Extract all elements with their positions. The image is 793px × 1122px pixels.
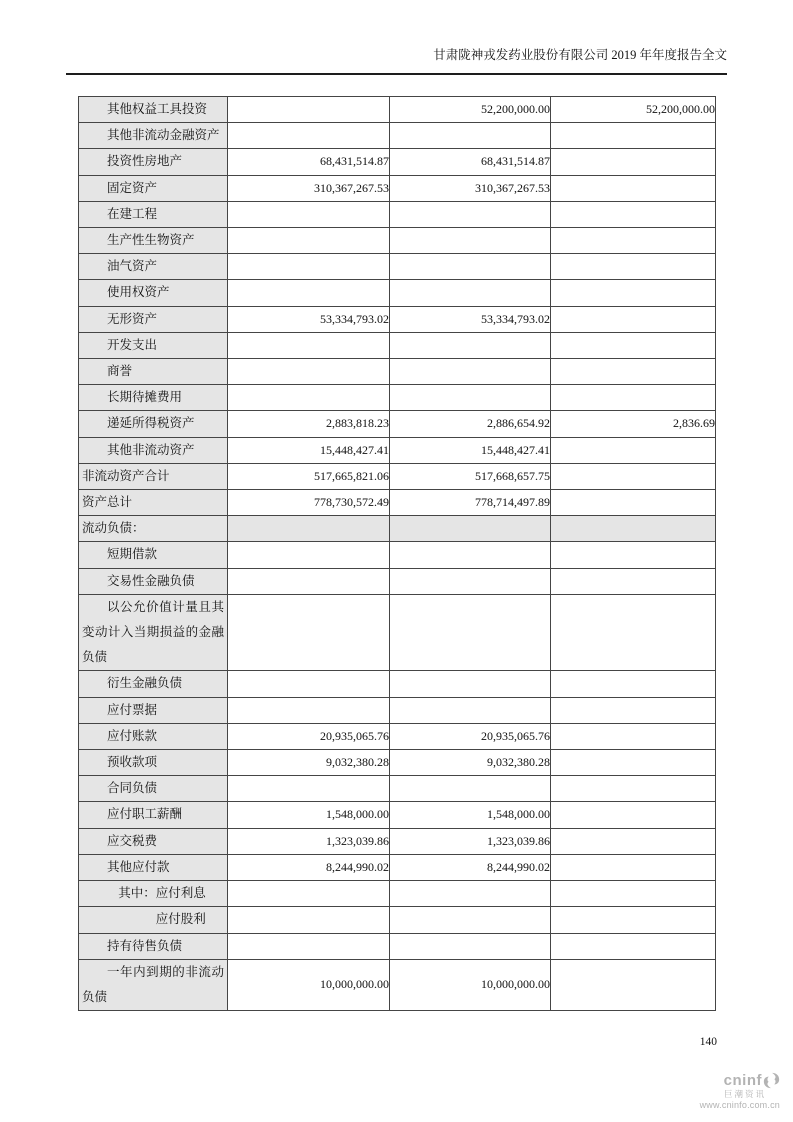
value-cell: 2,883,818.23 — [228, 411, 390, 437]
row-label: 交易性金融负债 — [79, 568, 228, 594]
row-label: 固定资产 — [79, 175, 228, 201]
table-row — [79, 723, 716, 749]
value-cell: 53,334,793.02 — [390, 306, 551, 332]
value-cell — [390, 201, 551, 227]
value-cell: 68,431,514.87 — [390, 149, 551, 175]
table-row — [79, 854, 716, 880]
value-cell — [390, 697, 551, 723]
value-cell — [390, 228, 551, 254]
table-row — [79, 594, 716, 671]
value-cell — [390, 280, 551, 306]
value-cell — [390, 385, 551, 411]
value-cell: 9,032,380.28 — [228, 750, 390, 776]
value-cell — [551, 907, 716, 933]
value-cell — [390, 254, 551, 280]
value-cell: 517,665,821.06 — [228, 463, 390, 489]
table-row — [79, 385, 716, 411]
table-row — [79, 490, 716, 516]
table-row — [79, 437, 716, 463]
table-row — [79, 359, 716, 385]
table-row — [79, 881, 716, 907]
value-cell: 778,714,497.89 — [390, 490, 551, 516]
value-cell: 1,548,000.00 — [228, 802, 390, 828]
table-row — [79, 828, 716, 854]
value-cell — [551, 123, 716, 149]
value-cell — [551, 881, 716, 907]
value-cell — [228, 123, 390, 149]
table-row — [79, 149, 716, 175]
row-label: 合同负债 — [79, 776, 228, 802]
row-label: 应交税费 — [79, 828, 228, 854]
value-cell — [228, 881, 390, 907]
row-label: 应付股利 — [79, 907, 228, 933]
value-cell: 1,323,039.86 — [228, 828, 390, 854]
value-cell — [390, 881, 551, 907]
row-label: 投资性房地产 — [79, 149, 228, 175]
header-title: 甘肃陇神戎发药业股份有限公司 2019 年年度报告全文 — [433, 48, 727, 62]
cninfo-brand-text: cninf — [723, 1072, 762, 1089]
row-label: 资产总计 — [79, 490, 228, 516]
row-label: 以公允价值计量且其变动计入当期损益的金融负债 — [79, 594, 228, 671]
page-number: 140 — [699, 1036, 717, 1048]
table-row — [79, 671, 716, 697]
row-label: 非流动资产合计 — [79, 463, 228, 489]
row-label: 递延所得税资产 — [79, 411, 228, 437]
value-cell — [551, 463, 716, 489]
row-label: 无形资产 — [79, 306, 228, 332]
cninfo-swirl-icon — [763, 1072, 780, 1089]
cninfo-logo — [670, 1072, 780, 1110]
row-label: 一年内到期的非流动负债 — [79, 959, 228, 1010]
value-cell — [551, 149, 716, 175]
table-row — [79, 175, 716, 201]
table-row — [79, 228, 716, 254]
value-cell — [551, 697, 716, 723]
value-cell: 2,886,654.92 — [390, 411, 551, 437]
row-label: 其他权益工具投资 — [79, 97, 228, 123]
table-row — [79, 201, 716, 227]
value-cell — [551, 723, 716, 749]
table-row — [79, 411, 716, 437]
value-cell — [228, 385, 390, 411]
value-cell — [390, 776, 551, 802]
value-cell — [228, 254, 390, 280]
value-cell — [551, 490, 716, 516]
table-row — [79, 697, 716, 723]
value-cell — [390, 907, 551, 933]
row-label: 流动负债： — [79, 516, 228, 542]
value-cell: 10,000,000.00 — [228, 959, 390, 1010]
value-cell — [551, 201, 716, 227]
value-cell: 68,431,514.87 — [228, 149, 390, 175]
value-cell: 15,448,427.41 — [390, 437, 551, 463]
value-cell: 52,200,000.00 — [551, 97, 716, 123]
value-cell — [228, 201, 390, 227]
value-cell: 8,244,990.02 — [228, 854, 390, 880]
value-cell — [228, 228, 390, 254]
value-cell — [551, 332, 716, 358]
value-cell: 8,244,990.02 — [390, 854, 551, 880]
value-cell — [551, 359, 716, 385]
value-cell — [228, 516, 390, 542]
value-cell: 9,032,380.28 — [390, 750, 551, 776]
row-label: 持有待售负债 — [79, 933, 228, 959]
section-row — [79, 516, 716, 542]
value-cell: 310,367,267.53 — [228, 175, 390, 201]
value-cell — [390, 359, 551, 385]
row-label: 长期待摊费用 — [79, 385, 228, 411]
table-row — [79, 306, 716, 332]
value-cell — [228, 332, 390, 358]
table-row — [79, 959, 716, 1010]
cninfo-brand-cn: 巨潮资讯 — [723, 1089, 766, 1099]
value-cell — [551, 516, 716, 542]
value-cell — [390, 568, 551, 594]
table-row — [79, 568, 716, 594]
row-label: 衍生金融负债 — [79, 671, 228, 697]
table-row — [79, 97, 716, 123]
value-cell — [228, 542, 390, 568]
value-cell: 2,836.69 — [551, 411, 716, 437]
value-cell: 15,448,427.41 — [228, 437, 390, 463]
value-cell — [390, 671, 551, 697]
row-label: 商誉 — [79, 359, 228, 385]
value-cell: 1,323,039.86 — [390, 828, 551, 854]
value-cell — [551, 671, 716, 697]
value-cell — [228, 594, 390, 671]
value-cell — [551, 542, 716, 568]
row-label: 使用权资产 — [79, 280, 228, 306]
table-row — [79, 776, 716, 802]
row-label: 生产性生物资产 — [79, 228, 228, 254]
value-cell — [551, 854, 716, 880]
value-cell — [228, 671, 390, 697]
value-cell — [228, 933, 390, 959]
value-cell — [551, 254, 716, 280]
value-cell — [228, 697, 390, 723]
value-cell — [228, 359, 390, 385]
value-cell — [390, 933, 551, 959]
balance-table-body — [79, 97, 716, 1011]
row-label: 油气资产 — [79, 254, 228, 280]
table-row — [79, 907, 716, 933]
value-cell — [551, 306, 716, 332]
value-cell — [228, 776, 390, 802]
value-cell — [390, 516, 551, 542]
value-cell — [551, 750, 716, 776]
row-label: 其他应付款 — [79, 854, 228, 880]
cninfo-url: www.cninfo.com.cn — [699, 1099, 780, 1110]
value-cell: 53,334,793.02 — [228, 306, 390, 332]
table-row — [79, 123, 716, 149]
value-cell — [551, 594, 716, 671]
table-row — [79, 254, 716, 280]
table-row — [79, 463, 716, 489]
value-cell — [551, 437, 716, 463]
row-label: 其他非流动金融资产 — [79, 123, 228, 149]
value-cell — [390, 542, 551, 568]
row-label: 其他非流动资产 — [79, 437, 228, 463]
row-label: 短期借款 — [79, 542, 228, 568]
value-cell: 20,935,065.76 — [228, 723, 390, 749]
value-cell: 1,548,000.00 — [390, 802, 551, 828]
value-cell — [551, 776, 716, 802]
value-cell: 52,200,000.00 — [390, 97, 551, 123]
value-cell — [551, 228, 716, 254]
value-cell — [551, 933, 716, 959]
value-cell — [228, 280, 390, 306]
row-label: 在建工程 — [79, 201, 228, 227]
value-cell — [551, 828, 716, 854]
value-cell — [551, 175, 716, 201]
value-cell — [551, 385, 716, 411]
value-cell: 310,367,267.53 — [390, 175, 551, 201]
value-cell: 10,000,000.00 — [390, 959, 551, 1010]
table-row — [79, 933, 716, 959]
value-cell — [551, 959, 716, 1010]
table-row — [79, 332, 716, 358]
value-cell — [228, 907, 390, 933]
value-cell — [228, 97, 390, 123]
table-row — [79, 750, 716, 776]
cninfo-logo-row — [670, 1072, 780, 1089]
value-cell: 778,730,572.49 — [228, 490, 390, 516]
row-label: 应付账款 — [79, 723, 228, 749]
value-cell — [390, 123, 551, 149]
value-cell: 20,935,065.76 — [390, 723, 551, 749]
row-label: 预收款项 — [79, 750, 228, 776]
row-label: 其中：应付利息 — [79, 881, 228, 907]
value-cell — [390, 594, 551, 671]
value-cell — [551, 568, 716, 594]
value-cell: 517,668,657.75 — [390, 463, 551, 489]
value-cell — [228, 568, 390, 594]
row-label: 应付职工薪酬 — [79, 802, 228, 828]
row-label: 开发支出 — [79, 332, 228, 358]
page-header — [66, 46, 727, 75]
value-cell — [551, 280, 716, 306]
row-label: 应付票据 — [79, 697, 228, 723]
table-row — [79, 280, 716, 306]
value-cell — [390, 332, 551, 358]
value-cell — [551, 802, 716, 828]
table-row — [79, 542, 716, 568]
balance-sheet-table — [78, 96, 716, 1011]
table-row — [79, 802, 716, 828]
